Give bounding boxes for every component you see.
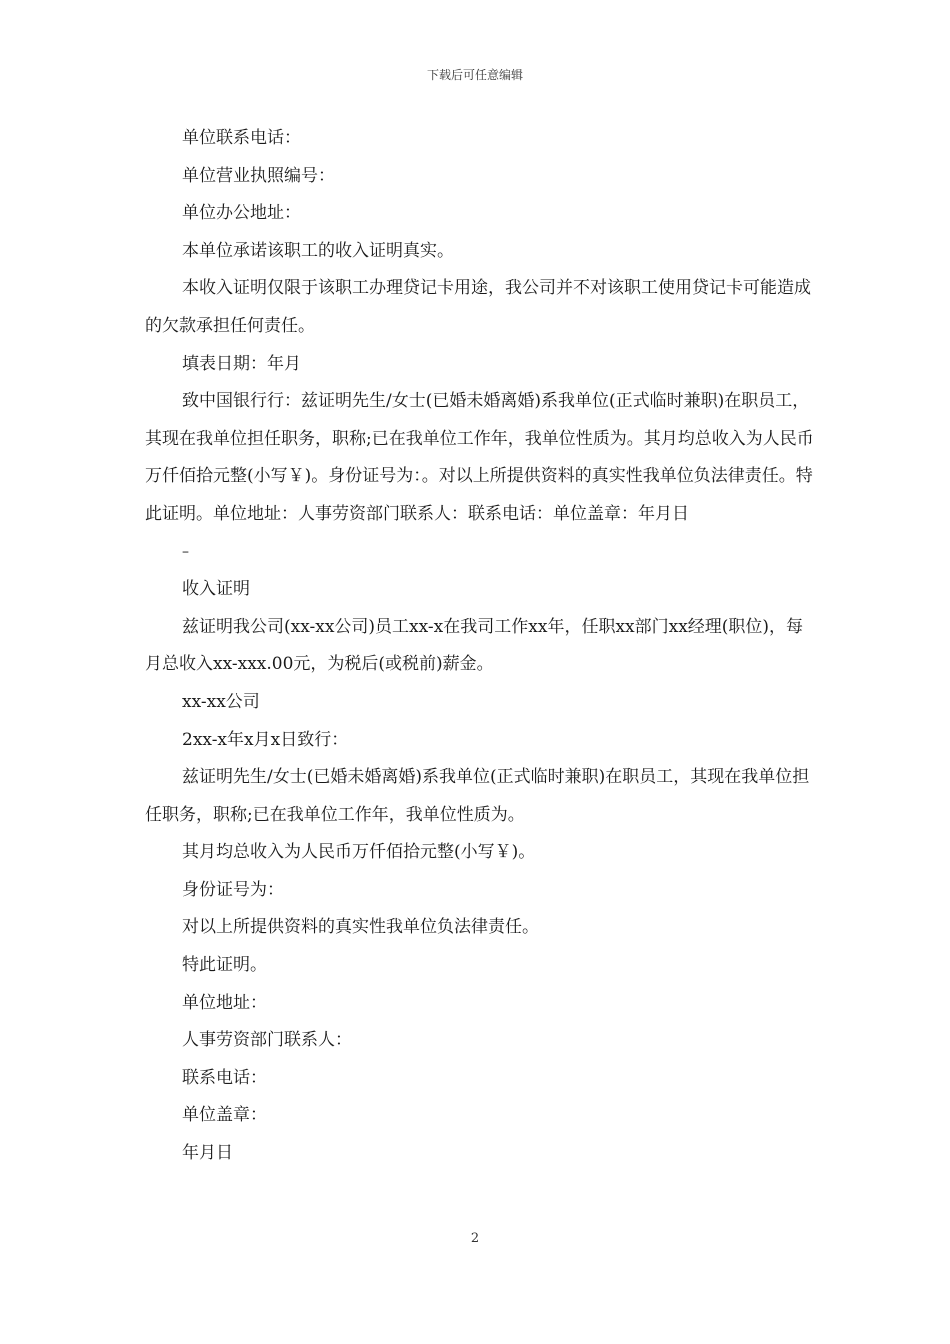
paragraph-employment-status: 兹证明先生/女士(已婚未婚离婚)系我单位(正式临时兼职)在职员工，其现在我单位担任职务，职称;已在我单位工作年，我单位性质为。 [145, 767, 810, 825]
paragraph-contact-phone: 单位联系电话： [182, 128, 301, 148]
paragraph-date: 年月日 [182, 1143, 233, 1164]
paragraph-usage-limit: 本收入证明仅限于该职工办理贷记卡用途，我公司并不对该职工使用贷记卡可能造成的欠款承担任何责任。 [145, 278, 811, 336]
paragraph-employee-income: 兹证明我公司(xx-xx公司)员工xx-x在我司工作xx年，任职xx部门xx经理(职位)，每月总收入xx-xxx.00元，为税后(或税前)薪金。 [145, 616, 804, 675]
document-body [145, 120, 815, 1173]
paragraph-hereby-certify: 特此证明。 [182, 955, 267, 976]
section-separator: – [182, 543, 189, 560]
paragraph-license-number: 单位营业执照编号： [182, 165, 335, 186]
paragraph-id-number: 身份证号为： [182, 879, 284, 900]
paragraph-date-addressee: 2xx-x年x月x日致行： [182, 729, 349, 750]
page-number: 2 [470, 1231, 480, 1246]
paragraph-fill-date: 填表日期：年月 [182, 353, 301, 374]
paragraph-commitment: 本单位承诺该职工的收入证明真实。 [182, 240, 454, 261]
paragraph-unit-seal: 单位盖章： [182, 1105, 267, 1126]
paragraph-legal-responsibility: 对以上所提供资料的真实性我单位负法律责任。 [182, 917, 539, 938]
paragraph-monthly-income: 其月均总收入为人民币万仟佰拾元整(小写￥)。 [182, 842, 536, 863]
paragraph-hr-contact: 人事劳资部门联系人： [182, 1030, 352, 1051]
paragraph-contact-phone-2: 联系电话： [182, 1067, 267, 1088]
paragraph-bank-certificate: 致中国银行行：兹证明先生/女士(已婚未婚离婚)系我单位(正式临时兼职)在职员工，其现在我单位担任职务，职称;已在我单位工作年，我单位性质为。其月均总收入为人民币万仟佰拾元整(小写￥)。身份证号为：。对以上所提供资料的真实性我单位负法律责任。特此证明。单位地址：人事劳资部门联系人：联系电话：单位盖章：年月日 [145, 391, 814, 524]
section-title-income-proof: 收入证明 [182, 579, 250, 600]
paragraph-unit-address: 单位地址： [182, 992, 267, 1013]
paragraph-company-name: xx-xx公司 [182, 691, 260, 712]
paragraph-office-address: 单位办公地址： [182, 203, 301, 224]
header-note: 下载后可任意编辑 [426, 68, 523, 82]
